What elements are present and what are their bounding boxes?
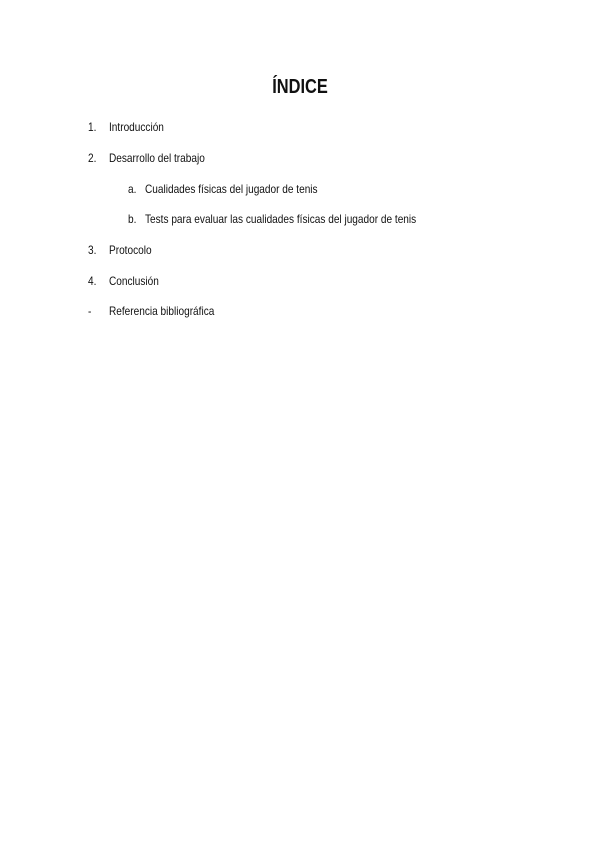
toc-item-number: 2. [88,151,97,165]
toc-subitem-letter: b. [128,212,137,226]
toc-subitem-letter: a. [128,182,137,196]
toc-item-number: 4. [88,274,97,288]
toc-item-number: 1. [88,120,97,134]
toc-item-label: Conclusión [109,274,159,288]
toc-item-label: Introducción [109,120,164,134]
toc-subitem-label: Cualidades físicas del jugador de tenis [145,182,318,196]
toc-item-bullet: - [88,304,92,318]
toc-subitem-label: Tests para evaluar las cualidades físicas del jugador de tenis [145,212,417,226]
toc-item-label: Desarrollo del trabajo [109,151,205,165]
toc-item-label: Protocolo [109,243,152,257]
page-title: ÍNDICE [272,76,328,98]
toc-item-label: Referencia bibliográfica [109,304,215,318]
toc-item-number: 3. [88,243,97,257]
